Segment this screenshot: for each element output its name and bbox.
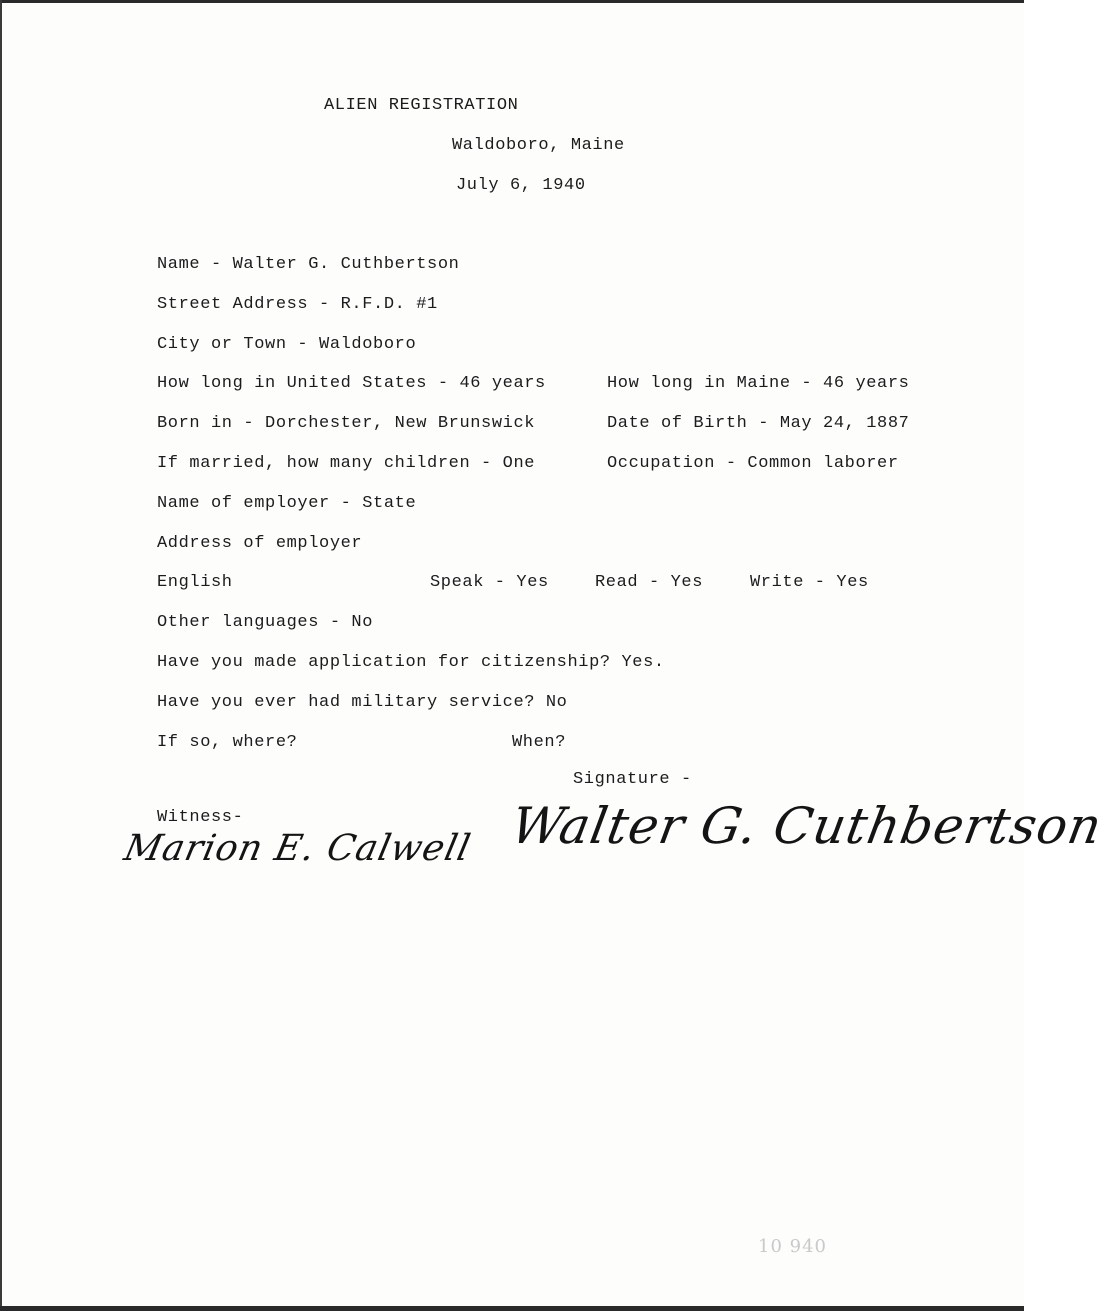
faint-stamp: 10 940 — [758, 1236, 827, 1257]
field-when: When? — [512, 733, 567, 752]
document-place: Waldoboro, Maine — [452, 136, 625, 155]
document-title: ALIEN REGISTRATION — [324, 96, 519, 115]
registrant-signature: Walter G. Cuthbertson — [506, 797, 1107, 855]
field-english-label: English — [157, 573, 233, 592]
scan-edge-left — [0, 0, 2, 1311]
field-speak: Speak - Yes — [430, 573, 549, 592]
field-street-address: Street Address - R.F.D. #1 — [157, 295, 438, 314]
field-name: Name - Walter G. Cuthbertson — [157, 255, 460, 274]
field-employer: Name of employer - State — [157, 494, 417, 513]
witness-label: Witness- — [157, 808, 244, 827]
field-how-long-maine: How long in Maine - 46 years — [607, 374, 910, 393]
document-date: July 6, 1940 — [456, 176, 586, 195]
scan-edge-top — [0, 0, 1024, 3]
field-employer-address: Address of employer — [157, 534, 363, 553]
field-if-so-where: If so, where? — [157, 733, 298, 752]
field-children: If married, how many children - One — [157, 454, 536, 473]
field-read: Read - Yes — [595, 573, 704, 592]
field-city: City or Town - Waldoboro — [157, 335, 417, 354]
field-write: Write - Yes — [750, 573, 869, 592]
field-military: Have you ever had military service? No — [157, 693, 568, 712]
field-other-languages: Other languages - No — [157, 613, 374, 632]
signature-label: Signature - — [573, 770, 692, 789]
scan-edge-bottom — [0, 1306, 1024, 1311]
field-occupation: Occupation - Common laborer — [607, 454, 899, 473]
field-born-in: Born in - Dorchester, New Brunswick — [157, 414, 536, 433]
witness-signature: Marion E. Calwell — [120, 828, 475, 869]
field-date-of-birth: Date of Birth - May 24, 1887 — [607, 414, 910, 433]
field-how-long-us: How long in United States - 46 years — [157, 374, 546, 393]
field-citizenship: Have you made application for citizenship? Yes. — [157, 653, 665, 672]
